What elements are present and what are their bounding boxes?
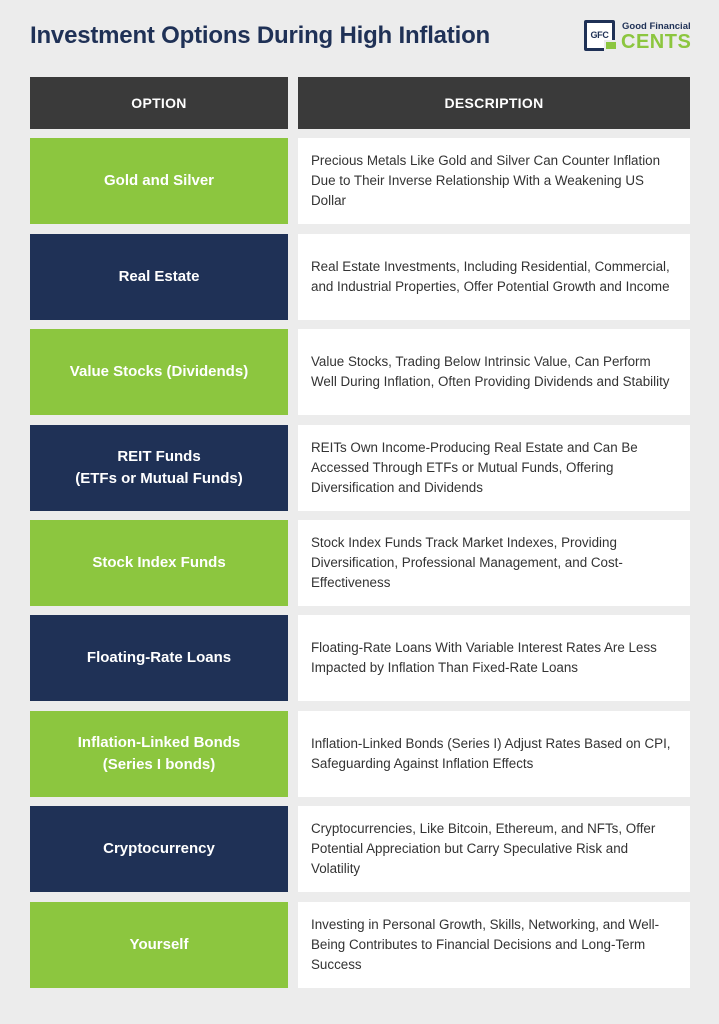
description-cell — [298, 806, 690, 892]
description-cell — [298, 711, 690, 797]
description-text: Real Estate Investments, Including Residential, Commercial, and Industrial Properties, Offer Potential Growth and Income — [311, 258, 670, 294]
description-text: Investing in Personal Growth, Skills, Networking, and Well-Being Contributes to Financial Decisions and Long-Term Success — [311, 916, 660, 972]
table-row — [30, 615, 690, 701]
option-label: Cryptocurrency — [103, 840, 215, 858]
column-header-description: DESCRIPTION — [298, 77, 690, 129]
logo-line2: CENTS — [621, 31, 692, 53]
description-text: Inflation-Linked Bonds (Series I) Adjust Rates Based on CPI, Safeguarding Against Inflation Effects — [311, 735, 671, 771]
table-row — [30, 711, 690, 797]
column-header-option: OPTION — [30, 77, 288, 129]
description-text: Value Stocks, Trading Below Intrinsic Value, Can Perform Well During Inflation, Often Providing Dividends and Stability — [311, 354, 670, 390]
table-row — [30, 902, 690, 988]
option-label: Inflation-Linked Bonds (Series I bonds) — [77, 733, 241, 773]
option-label: Real Estate — [118, 267, 200, 285]
option-cell — [30, 902, 288, 988]
logo-mark-text: GFC — [590, 30, 609, 40]
option-cell — [30, 425, 288, 511]
table-header-row — [30, 77, 690, 129]
table-row — [30, 138, 690, 224]
option-cell — [30, 711, 288, 797]
option-cell — [30, 138, 288, 224]
logo-line1: Good Financial — [622, 21, 691, 32]
description-text: Cryptocurrencies, Like Bitcoin, Ethereum, and NFTs, Offer Potential Appreciation but Carry Speculative Risk and Volatility — [311, 821, 656, 877]
description-cell — [298, 902, 690, 988]
description-cell — [298, 329, 690, 415]
option-cell — [30, 329, 288, 415]
table-row — [30, 520, 690, 606]
description-cell — [298, 234, 690, 320]
option-label: Floating-Rate Loans — [86, 649, 232, 667]
option-cell — [30, 234, 288, 320]
investment-table — [30, 77, 690, 988]
table-row — [30, 425, 690, 511]
logo-mark-icon — [584, 20, 615, 51]
option-cell — [30, 806, 288, 892]
option-cell — [30, 520, 288, 606]
description-text: Floating-Rate Loans With Variable Interest Rates Are Less Impacted by Inflation Than Fixed-Rate Loans — [311, 640, 657, 676]
description-cell — [298, 425, 690, 511]
description-cell — [298, 520, 690, 606]
description-text: Precious Metals Like Gold and Silver Can Counter Inflation Due to Their Inverse Relationship With a Weakening US Dollar — [311, 153, 661, 209]
option-cell — [30, 615, 288, 701]
description-text: REITs Own Income-Producing Real Estate and Can Be Accessed Through ETFs or Mutual Funds, Offering Diversification and Dividends — [311, 439, 638, 495]
option-label: Value Stocks (Dividends) — [69, 363, 249, 381]
logo-accent — [604, 40, 618, 51]
option-label: Yourself — [129, 935, 189, 953]
brand-logo[interactable] — [584, 20, 692, 54]
table-row — [30, 329, 690, 415]
description-text: Stock Index Funds Track Market Indexes, Providing Diversification, Professional Management, and Cost-Effectiveness — [311, 534, 623, 590]
page-header — [0, 0, 719, 74]
option-label: REIT Funds (ETFs or Mutual Funds) — [75, 447, 243, 487]
page-title: Investment Options During High Inflation — [30, 22, 490, 49]
table-row — [30, 234, 690, 320]
table-row — [30, 806, 690, 892]
description-cell — [298, 615, 690, 701]
option-label: Gold and Silver — [103, 172, 215, 190]
description-cell — [298, 138, 690, 224]
table-body — [30, 138, 690, 987]
option-label: Stock Index Funds — [92, 553, 226, 571]
